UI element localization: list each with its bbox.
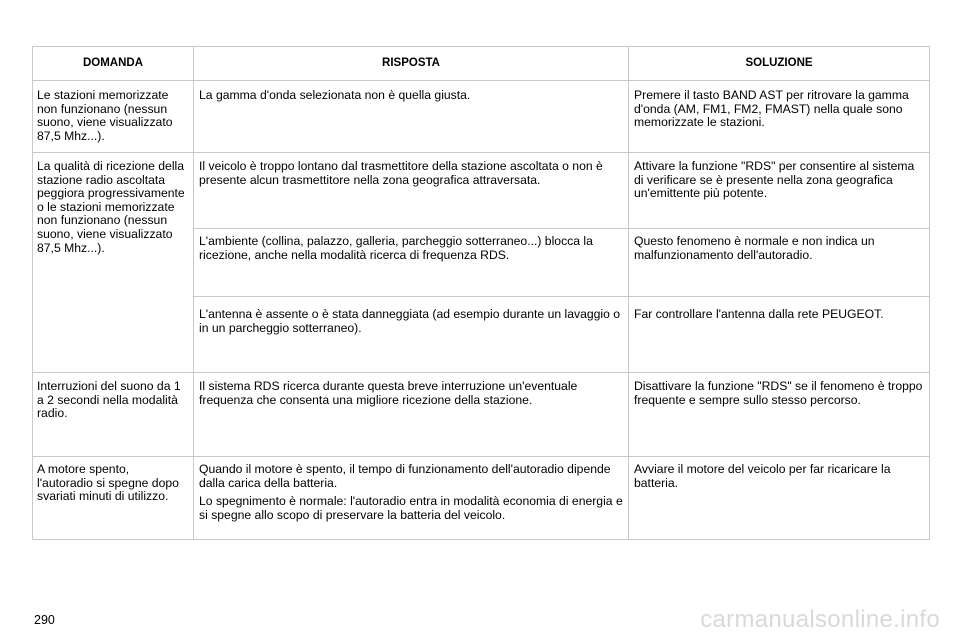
header-risposta: RISPOSTA (382, 57, 440, 69)
row-divider (33, 372, 929, 373)
table-cell-risposta: La gamma d'onda selezionata non è quella giusta. (199, 88, 471, 102)
risposta-paragraph: Lo spegnimento è normale: l'autoradio entra in modalità economia di energia e si spegne allo scopo di preservare la batteria del veicolo. (199, 494, 623, 522)
table-cell-risposta: Il veicolo è troppo lontano dal trasmettitore della stazione ascoltata o non è presente alcun trasmettitore nella zona geografica attraversata. (199, 159, 603, 187)
table-cell-risposta: Il sistema RDS ricerca durante questa breve interruzione un'eventuale frequenza che consenta una migliore ricezione della stazione. (199, 379, 578, 407)
risposta-paragraph: Quando il motore è spento, il tempo di funzionamento dell'autoradio dipende dalla carica della batteria. (199, 462, 611, 490)
row-divider (33, 152, 929, 153)
troubleshooting-table (32, 46, 930, 540)
table-cell-soluzione: Disattivare la funzione "RDS" se il fenomeno è troppo frequente e sempre sullo stesso percorso. (634, 379, 923, 407)
table-cell-domanda: Le stazioni memorizzate non funzionano (nessun suono, viene visualizzato 87,5 Mhz...). (37, 88, 173, 143)
table-cell-soluzione: Attivare la funzione "RDS" per consentire al sistema di verificare se è presente nella zona geografica un'emittente più potente. (634, 159, 915, 201)
table-cell-risposta (195, 463, 629, 527)
table-cell-soluzione: Far controllare l'antenna dalla rete PEUGEOT. (634, 307, 884, 321)
row-divider (193, 228, 930, 229)
header-soluzione: SOLUZIONE (745, 57, 813, 69)
table-cell-risposta: L'ambiente (collina, palazzo, galleria, parcheggio sotterraneo...) blocca la ricezione, anche nella modalità ricerca di frequenza RDS. (199, 234, 593, 262)
watermark: carmanualsonline.info (700, 606, 940, 633)
header-domanda: DOMANDA (82, 57, 144, 69)
row-divider (193, 296, 930, 297)
table-header (33, 47, 929, 81)
table-cell-domanda: A motore spento, l'autoradio si spegne dopo svariati minuti di utilizzo. (37, 462, 179, 504)
table-cell-risposta: L'antenna è assente o è stata danneggiata (ad esempio durante un lavaggio o in un parcheggio sotterraneo). (199, 307, 621, 335)
row-divider (33, 456, 929, 457)
column-divider (193, 47, 194, 539)
table-cell-domanda: La qualità di ricezione della stazione radio ascoltata peggiora progressivamente o le stazioni memorizzate non funzionano (nessun suono, viene visualizzato 87,5 Mhz...). (37, 159, 185, 255)
table-cell-domanda: Interruzioni del suono da 1 a 2 secondi nella modalità radio. (37, 379, 181, 421)
table-cell-soluzione: Questo fenomeno è normale e non indica un malfunzionamento dell'autoradio. (634, 234, 875, 262)
page-number: 290 (34, 613, 55, 627)
table-cell-soluzione: Avviare il motore del veicolo per far ricaricare la batteria. (634, 462, 891, 490)
table-cell-soluzione: Premere il tasto BAND AST per ritrovare la gamma d'onda (AM, FM1, FM2, FMAST) nella quale sono memorizzate le stazioni. (634, 88, 909, 130)
